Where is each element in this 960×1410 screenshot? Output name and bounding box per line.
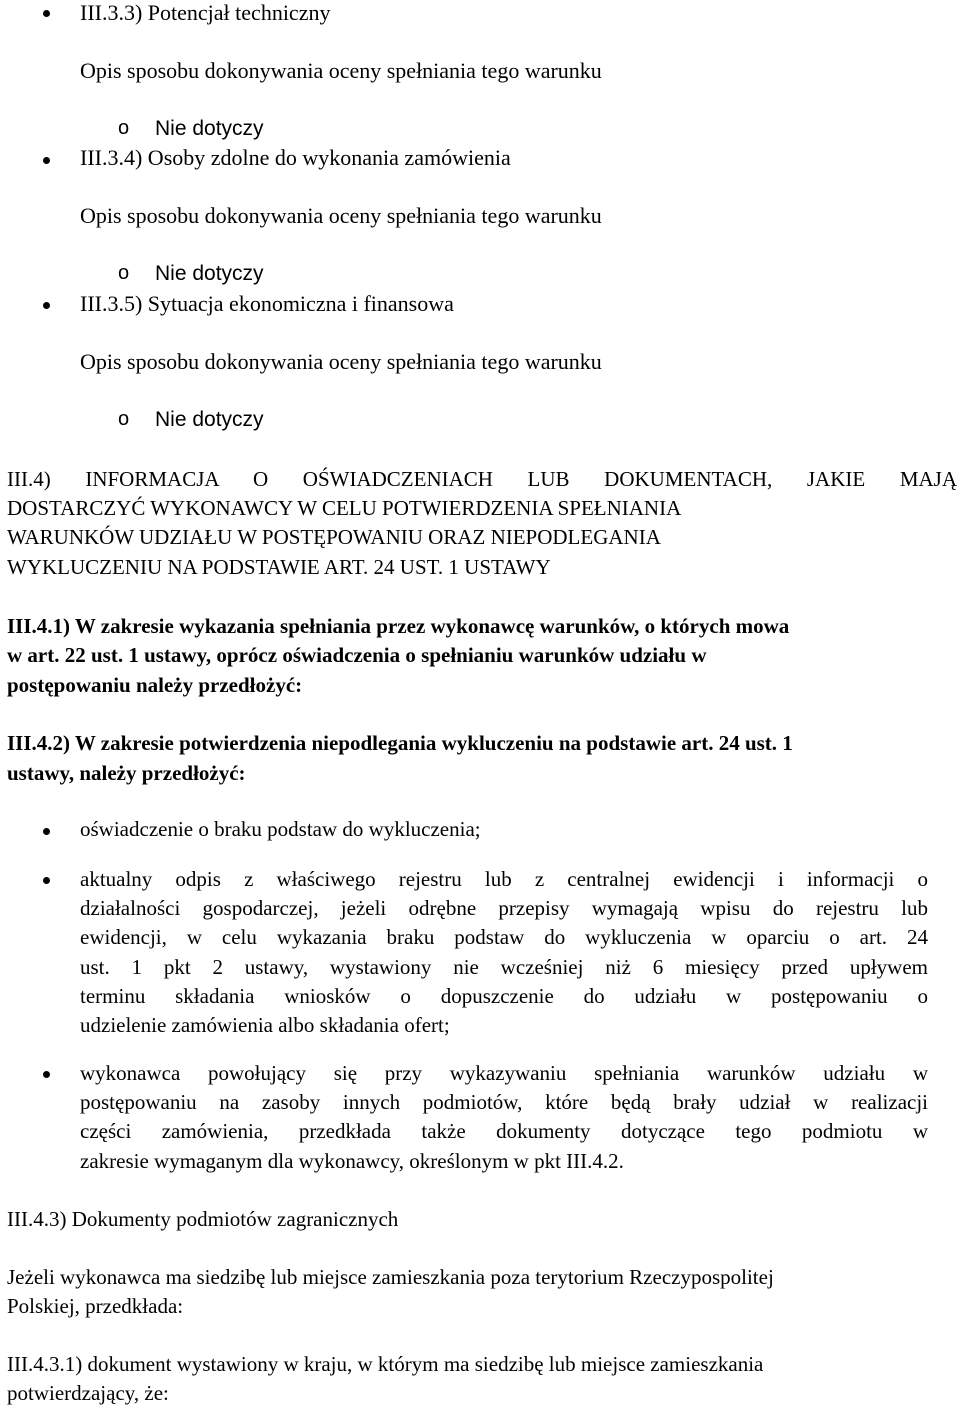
bullet-text: terminu składania wniosków o dopuszczenie do udziału w postępowaniu o	[80, 984, 928, 1008]
sub-bullet-marker: o	[118, 262, 130, 284]
subsection-title: III.3.5) Sytuacja ekonomiczna i finansowa	[80, 291, 454, 316]
paragraph-4-1-line: postępowaniu należy przedłożyć:	[7, 673, 303, 697]
paragraph-4-2-line: III.4.2) W zakresie potwierdzenia niepodlegania wykluczeniu na podstawie art. 24 ust. 1	[7, 731, 793, 755]
paragraph-4-3-title: III.4.3) Dokumenty podmiotów zagranicznych	[7, 1207, 399, 1231]
assessment-description: Opis sposobu dokonywania oceny spełniania tego warunku	[80, 203, 602, 228]
bullet-text: zakresie wymaganym dla wykonawcy, określonym w pkt III.4.2.	[80, 1149, 624, 1173]
sub-bullet-marker: o	[118, 408, 130, 430]
subsection-title: III.3.4) Osoby zdolne do wykonania zamówienia	[80, 145, 511, 170]
subsection-title: III.3.3) Potencjał techniczny	[80, 0, 331, 25]
not-applicable-text: Nie dotyczy	[155, 408, 264, 431]
bullet-text: wykonawca powołujący się przy wykazywaniu spełniania warunków udziału w	[80, 1061, 928, 1085]
section-heading-line: III.4) INFORMACJA O OŚWIADCZENIACH LUB DOKUMENTACH, JAKIE MAJĄ	[7, 467, 957, 491]
bullet-dot	[43, 302, 50, 309]
bullet-dot	[43, 1071, 50, 1078]
bullet-text: części zamówienia, przedkłada także dokumenty dotyczące tego podmiotu w	[80, 1119, 928, 1143]
paragraph-4-1-line: III.4.1) W zakresie wykazania spełniania przez wykonawcę warunków, o których mowa	[7, 614, 790, 638]
bullet-text: działalności gospodarczej, jeżeli odrębne przepisy wymagają wpisu do rejestru lub	[80, 896, 928, 920]
paragraph-4-2-line: ustawy, należy przedłożyć:	[7, 761, 246, 785]
paragraph-4-3-body: Polskiej, przedkłada:	[7, 1294, 184, 1318]
bullet-dot	[43, 877, 50, 884]
paragraph-4-1-line: w art. 22 ust. 1 ustawy, oprócz oświadczenia o spełnianiu warunków udziału w	[7, 643, 707, 667]
bullet-text: ewidencji, w celu wykazania braku podstaw do wykluczenia w oparciu o art. 24	[80, 925, 928, 949]
bullet-text: aktualny odpis z właściwego rejestru lub z centralnej ewidencji i informacji o	[80, 867, 928, 891]
bullet-dot	[43, 157, 50, 164]
bullet-text: oświadczenie o braku podstaw do wykluczenia;	[80, 817, 481, 841]
bullet-text: ust. 1 pkt 2 ustawy, wystawiony nie wcześniej niż 6 miesięcy przed upływem	[80, 955, 928, 979]
assessment-description: Opis sposobu dokonywania oceny spełniania tego warunku	[80, 58, 602, 83]
bullet-dot	[43, 828, 50, 835]
paragraph-4-3-1: III.4.3.1) dokument wystawiony w kraju, w którym ma siedzibę lub miejsce zamieszkania	[7, 1352, 764, 1376]
bullet-text: udzielenie zamówienia albo składania ofert;	[80, 1013, 450, 1037]
not-applicable-text: Nie dotyczy	[155, 262, 264, 285]
section-heading-line: DOSTARCZYĆ WYKONAWCY W CELU POTWIERDZENIA SPEŁNIANIA	[7, 496, 682, 520]
paragraph-4-3-body: Jeżeli wykonawca ma siedzibę lub miejsce zamieszkania poza terytorium Rzeczypospolitej	[7, 1265, 774, 1289]
not-applicable-text: Nie dotyczy	[155, 117, 264, 140]
assessment-description: Opis sposobu dokonywania oceny spełniania tego warunku	[80, 349, 602, 374]
section-heading-line: WARUNKÓW UDZIAŁU W POSTĘPOWANIU ORAZ NIEPODLEGANIA	[7, 525, 661, 549]
bullet-dot	[43, 10, 50, 17]
section-heading-line: WYKLUCZENIU NA PODSTAWIE ART. 24 UST. 1 USTAWY	[7, 555, 551, 579]
paragraph-4-3-1: potwierdzający, że:	[7, 1381, 169, 1405]
bullet-text: postępowaniu na zasoby innych podmiotów, które będą brały udział w realizacji	[80, 1090, 928, 1114]
sub-bullet-marker: o	[118, 117, 130, 139]
